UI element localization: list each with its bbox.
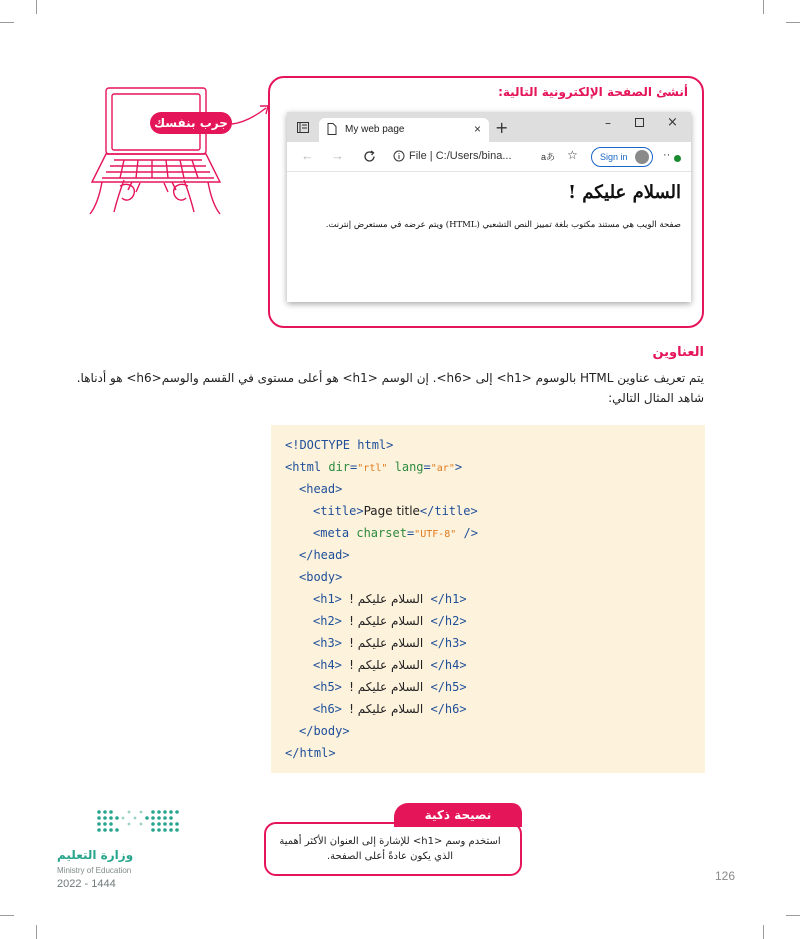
page-paragraph: صفحة الويب هي مستند مكتوب بلغة تمييز النص التشعبي (HTML) ويتم عرضه في مستعرض إنترنت. — [325, 220, 681, 230]
crop-mark — [763, 0, 764, 14]
info-icon[interactable] — [393, 150, 405, 162]
crop-mark — [0, 22, 14, 23]
code-token: <h6> — [313, 702, 342, 716]
code-line — [313, 699, 467, 719]
smart-tip-title: نصيحة ذكية — [394, 803, 522, 827]
back-arrow-icon[interactable]: ← — [301, 148, 314, 163]
code-token: </head> — [299, 548, 350, 562]
section-body: يتم تعريف عناوين HTML بالوسوم <h1> إلى <h6>. إن الوسم <h1> هو أعلى مستوى في القسم والوسم<h6> هو أدناها. شاهد المثال التالي: — [76, 371, 704, 405]
task-title: أنشئ الصفحة الإلكترونية التالية: — [498, 85, 688, 99]
code-token: <html — [285, 460, 329, 474]
favorite-icon[interactable]: ☆ — [567, 148, 578, 162]
code-token: </h6> — [430, 702, 467, 716]
code-line — [313, 633, 467, 653]
tab-actions-icon[interactable] — [297, 122, 309, 133]
code-line — [285, 435, 393, 455]
code-line — [285, 743, 336, 763]
read-aloud-icon[interactable]: aあ — [541, 152, 556, 162]
code-token: </h4> — [430, 658, 467, 672]
address-bar — [287, 142, 691, 172]
ministry-name-english: Ministry of Education — [57, 866, 132, 875]
section-title: العناوين — [652, 345, 704, 360]
code-token: <h5> — [313, 680, 342, 694]
code-line — [299, 479, 342, 499]
code-value: "UTF-8" — [414, 529, 457, 540]
code-text: السلام عليكم ! — [349, 614, 424, 628]
code-value: "rtl" — [357, 463, 388, 474]
code-text: السلام عليكم ! — [349, 636, 424, 650]
tab-page-icon — [327, 123, 337, 135]
more-options-icon[interactable]: ·· — [663, 149, 671, 161]
close-window-icon[interactable]: × — [667, 115, 678, 130]
code-line: <meta charset="UTF-8" /> — [313, 526, 479, 540]
tab-title: My web page — [345, 124, 405, 135]
sign-in-button[interactable] — [591, 147, 653, 167]
avatar-icon — [635, 150, 649, 164]
crop-mark — [786, 22, 800, 23]
code-token: <!DOCTYPE html> — [285, 438, 394, 452]
task-frame — [268, 76, 704, 328]
crop-mark — [0, 915, 14, 916]
page-heading: السلام عليكم ! — [568, 182, 681, 203]
tab-close-icon[interactable]: × — [473, 122, 481, 136]
code-block — [271, 425, 705, 773]
try-yourself-badge: جرب بنفسك — [150, 112, 232, 134]
smart-tip-box — [264, 822, 522, 876]
code-line — [313, 611, 467, 631]
crop-mark — [36, 925, 37, 939]
code-text: السلام عليكم ! — [349, 702, 424, 716]
code-token: <meta — [313, 526, 357, 540]
code-line — [299, 721, 350, 741]
code-token: <h2> — [313, 614, 342, 628]
code-token: </h1> — [430, 592, 467, 606]
code-attribute: lang — [394, 460, 424, 474]
maximize-icon[interactable] — [635, 118, 644, 127]
academic-years: 2022 - 1444 — [57, 878, 116, 890]
code-token: <h4> — [313, 658, 342, 672]
page-number: 126 — [715, 869, 736, 883]
code-token: <h3> — [313, 636, 342, 650]
code-token: </h2> — [430, 614, 467, 628]
address-text[interactable]: File | C:/Users/bina... — [409, 150, 512, 162]
code-token: <title> — [313, 504, 364, 518]
minimize-icon[interactable]: – — [605, 116, 611, 130]
forward-arrow-icon[interactable]: → — [331, 148, 344, 163]
code-line — [313, 589, 467, 609]
browser-window — [287, 112, 691, 302]
refresh-icon[interactable] — [363, 150, 376, 163]
new-tab-icon[interactable]: + — [495, 118, 509, 137]
sign-in-label: Sign in — [600, 152, 628, 162]
code-token: </h3> — [430, 636, 467, 650]
code-line — [299, 567, 342, 587]
code-token: <body> — [299, 570, 343, 584]
code-token: <head> — [299, 482, 343, 496]
code-token: <h1> — [313, 592, 342, 606]
crop-mark — [763, 925, 764, 939]
smart-tip-text: استخدم وسم <h1> للإشارة إلى العنوان الأكثر أهمية الذي يكون عادةً أعلى الصفحة. — [279, 836, 501, 862]
code-text: السلام عليكم ! — [349, 680, 424, 694]
code-line: <html dir="rtl" lang="ar"> — [285, 460, 463, 474]
ministry-name-arabic: وزارة التعليم — [57, 848, 134, 862]
code-token: </h5> — [430, 680, 467, 694]
code-line — [313, 677, 467, 697]
code-text: Page title — [363, 504, 420, 518]
code-attribute: dir — [328, 460, 351, 474]
code-token: /> — [456, 526, 479, 540]
crop-mark — [36, 0, 37, 14]
code-token: </body> — [299, 724, 350, 738]
code-line — [313, 655, 467, 675]
code-token: </html> — [285, 746, 336, 760]
code-token: > — [454, 460, 463, 474]
browser-tab-bar — [287, 112, 691, 142]
code-token: </title> — [419, 504, 478, 518]
update-badge-icon — [674, 155, 681, 162]
crop-mark — [786, 915, 800, 916]
code-text: السلام عليكم ! — [349, 658, 424, 672]
browser-tab[interactable] — [319, 118, 489, 142]
code-line — [313, 501, 478, 521]
code-text: السلام عليكم ! — [349, 592, 424, 606]
code-value: "ar" — [430, 463, 455, 474]
code-attribute: charset — [356, 526, 407, 540]
code-line — [299, 545, 350, 565]
laptop-typing-illustration — [84, 86, 224, 218]
